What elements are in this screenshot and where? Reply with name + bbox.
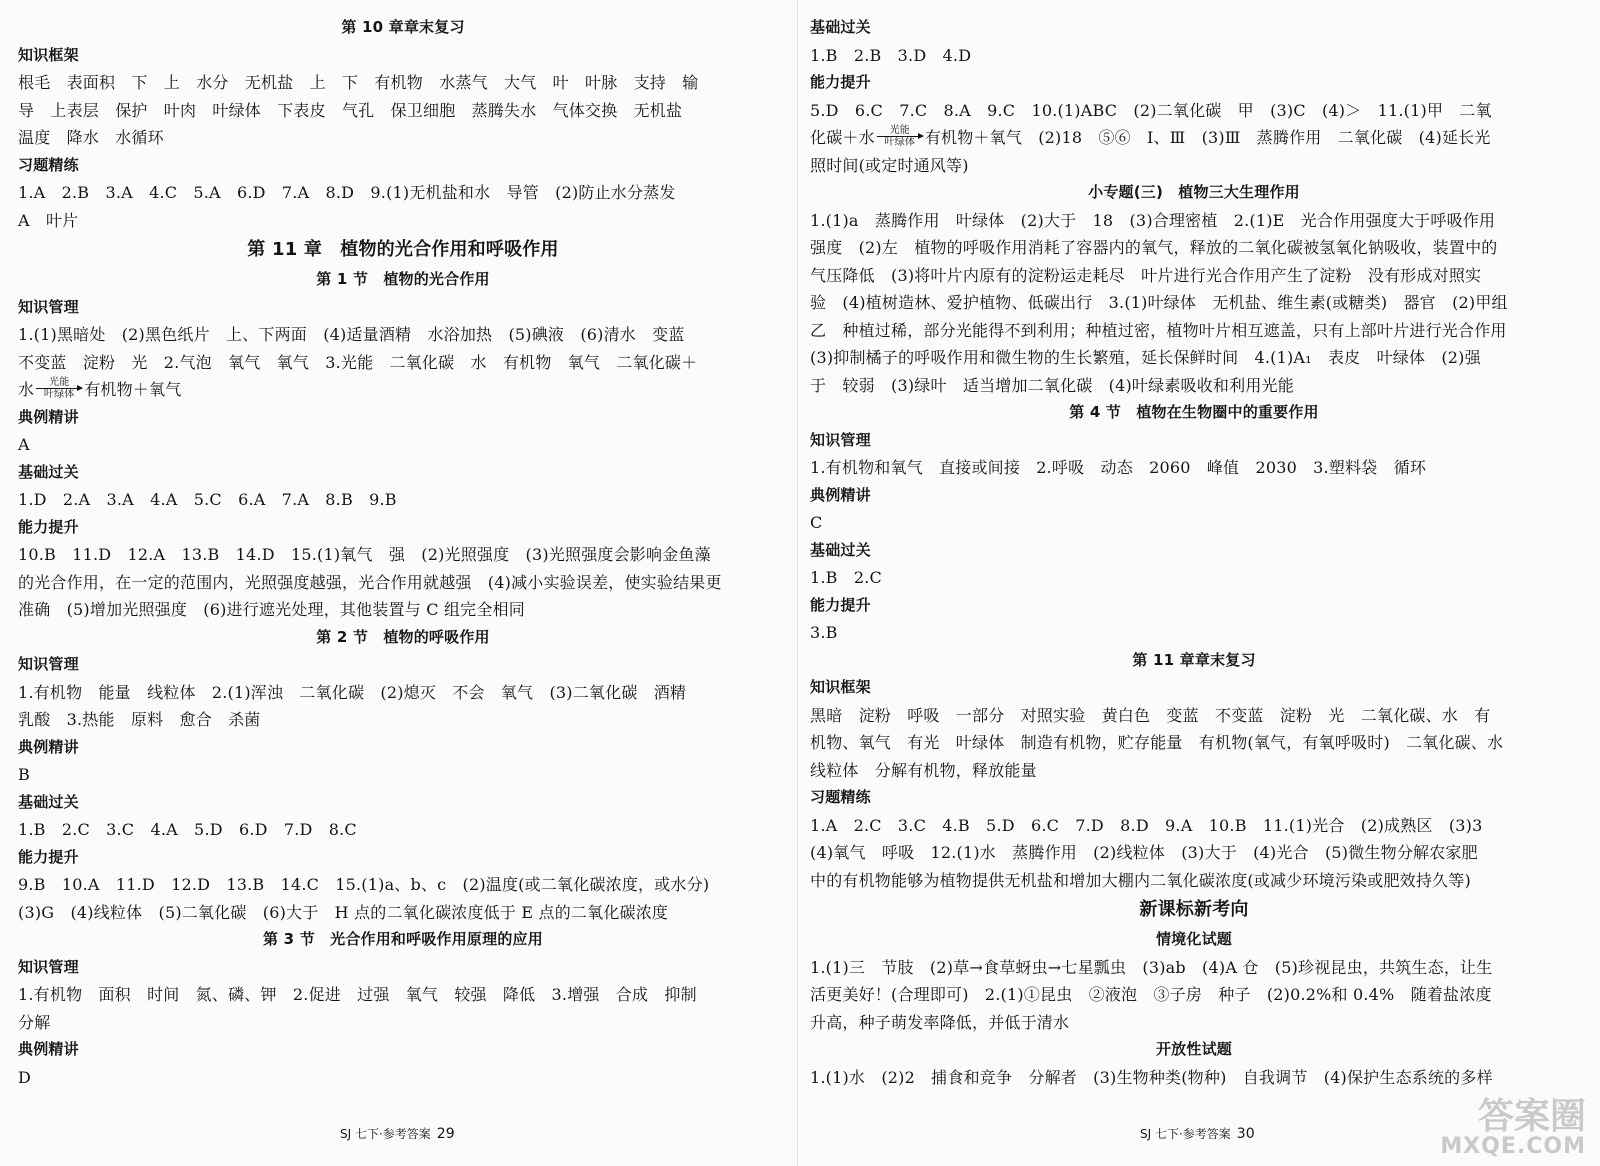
section-heading: 能力提升 xyxy=(810,595,871,614)
answer-line: 1.(1)黑暗处 (2)黑色纸片 上、下两面 (4)适量酒精 水浴加热 (5)碘液 (6)清水 变蓝 xyxy=(18,325,685,344)
section-heading: 能力提升 xyxy=(18,517,79,536)
answer-line: 1.B 2.B 3.D 4.D xyxy=(810,45,972,65)
equation-left: 化碳＋水 xyxy=(810,128,875,147)
section-heading: 习题精练 xyxy=(18,155,79,174)
footer-label: SJ 七下·参考答案 xyxy=(1140,1127,1231,1141)
answer-line: C xyxy=(810,513,823,532)
answer-line: (4)氧气 呼吸 12.(1)水 蒸腾作用 (2)线粒体 (3)大于 (4)光合 (5)微生物分解农家肥 xyxy=(810,843,1478,862)
answer-line: 黑暗 淀粉 呼吸 一部分 对照实验 黄白色 变蓝 不变蓝 淀粉 光 二氧化碳、水 有 xyxy=(810,705,1491,725)
equation-left: 水 xyxy=(18,380,35,399)
right-page-footer xyxy=(1140,1125,1255,1142)
section-heading: 基础过关 xyxy=(18,462,79,481)
answer-line: 1.(1)a 蒸腾作用 叶绿体 (2)大于 18 (3)合理密植 2.(1)E 光合作用强度大于呼吸作用 xyxy=(810,210,1496,230)
answer-line: 的光合作用，在一定的范围内，光照强度越强，光合作用就越强 (4)减小实验误差，使实验结果更 xyxy=(18,572,722,592)
answer-line: 10.B 11.D 12.A 13.B 14.D 15.(1)氧气 强 (2)光照强度 (3)光照强度会影响金鱼藻 xyxy=(18,545,711,564)
answer-line: (3)G (4)线粒体 (5)二氧化碳 (6)大于 H 点的二氧化碳浓度低于 E 点的二氧化碳浓度 xyxy=(18,902,669,922)
section-heading: 知识管理 xyxy=(810,430,871,449)
arrow-icon xyxy=(877,136,923,137)
answer-line: 1.D 2.A 3.A 4.A 5.C 6.A 7.A 8.B 9.B xyxy=(18,490,397,509)
answer-line: 1.A 2.C 3.C 4.B 5.D 6.C 7.D 8.D 9.A 10.B 11.(1)光合 (2)成熟区 (3)3 xyxy=(810,815,1483,835)
answer-line: 导 上表层 保护 叶肉 叶绿体 下表皮 气孔 保卫细胞 蒸腾失水 气体交换 无机盐 xyxy=(18,100,683,120)
answer-line: 照时间(或定时通风等) xyxy=(810,155,969,175)
answer-line: A 叶片 xyxy=(18,210,79,230)
answer-line: 活更美好！(合理即可) 2.(1)①昆虫 ②液泡 ③子房 种子 (2)0.2%和 0.4% 随着盐浓度 xyxy=(810,985,1492,1004)
answer-line: 1.有机物 面积 时间 氮、磷、钾 2.促进 过强 氧气 较强 降低 3.增强 合成 抑制 xyxy=(18,985,697,1004)
reaction-arrow xyxy=(877,125,923,148)
section-heading: 知识管理 xyxy=(18,297,79,316)
arrow-condition-top: 光能 xyxy=(49,377,70,388)
answer-line: 1.A 2.B 3.A 4.C 5.A 6.D 7.A 8.D 9.(1)无机盐和水 导管 (2)防止水分蒸发 xyxy=(18,183,676,202)
footer-label: SJ 七下·参考答案 xyxy=(340,1127,431,1141)
section-heading: 典例精讲 xyxy=(18,1040,79,1058)
section-heading: 基础过关 xyxy=(18,792,79,811)
section-heading: 知识管理 xyxy=(18,655,79,673)
chapter-title: 新课标新考向 xyxy=(1139,899,1249,920)
answer-line: 9.B 10.A 11.D 12.D 13.B 14.C 15.(1)a、b、c (2)温度(或二氧化碳浓度，或水分) xyxy=(18,875,710,894)
chapter-title: 情境化试题 xyxy=(1155,930,1232,948)
left-page-footer xyxy=(340,1125,455,1142)
section-heading: 典例精讲 xyxy=(18,407,79,426)
arrow-condition-bottom: 叶绿体 xyxy=(43,389,75,400)
chapter-title: 第 11 章 植物的光合作用和呼吸作用 xyxy=(247,239,559,260)
watermark-logo xyxy=(1440,1098,1586,1158)
answer-line: 1.(1)水 (2)2 捕食和竞争 分解者 (3)生物种类(物种) 自我调节 (4)保护生态系统的多样 xyxy=(810,1067,1493,1087)
page-number: 30 xyxy=(1236,1126,1255,1142)
answer-line: 气压降低 (3)将叶片内原有的淀粉运走耗尽 叶片进行光合作用产生了淀粉 没有形成对照实 xyxy=(810,265,1482,285)
page-gutter xyxy=(797,0,798,1166)
arrow-condition-top: 光能 xyxy=(889,125,911,136)
chapter-title: 第 2 节 植物的呼吸作用 xyxy=(316,627,490,646)
answer-line: 3.B xyxy=(810,623,838,642)
answer-line: 1.(1)三 节肢 (2)草→食草蚜虫→七星瓢虫 (3)ab (4)A 仓 (5)珍视昆虫，共筑生态，让生 xyxy=(810,957,1493,977)
arrow-icon xyxy=(36,388,82,389)
equation-right: 有机物＋氧气 (2)18 ⑤⑥ Ⅰ、Ⅲ (3)Ⅲ 蒸腾作用 二氧化碳 (4)延长光 xyxy=(924,128,1491,147)
section-heading: 知识框架 xyxy=(810,678,871,696)
section-heading: 基础过关 xyxy=(810,540,871,559)
section-heading: 能力提升 xyxy=(18,847,79,866)
watermark-bottom: MXQE.COM xyxy=(1440,1134,1586,1159)
answer-line: A xyxy=(18,435,30,454)
answer-line: 升高，种子萌发率降低，并低于清水 xyxy=(810,1012,1070,1032)
section-heading: 基础过关 xyxy=(810,18,871,36)
section-heading: 典例精讲 xyxy=(810,485,871,504)
answer-line: 于 较弱 (3)绿叶 适当增加二氧化碳 (4)叶绿素吸收和利用光能 xyxy=(810,375,1294,395)
answer-line: B xyxy=(18,765,30,784)
answer-line: 验 (4)植树造林、爱护植物、低碳出行 3.(1)叶绿体 无机盐、维生素(或糖类) 器官 (2)甲组 xyxy=(810,293,1508,312)
chapter-title: 小专题(三) 植物三大生理作用 xyxy=(1088,183,1300,201)
chapter-title: 第 3 节 光合作用和呼吸作用原理的应用 xyxy=(263,930,543,948)
section-heading: 能力提升 xyxy=(810,73,871,91)
answer-line: 分解 xyxy=(18,1012,51,1032)
answer-line: 线粒体 分解有机物，释放能量 xyxy=(810,760,1037,780)
equation-right: 有机物＋氧气 xyxy=(84,380,182,399)
section-heading: 典例精讲 xyxy=(18,737,79,756)
answer-line: (3)抑制橘子的呼吸作用和微生物的生长繁殖，延长保鲜时间 4.(1)A₁ 表皮 叶绿体 (2)强 xyxy=(810,348,1481,367)
answer-line: 中的有机物能够为植物提供无机盐和增加大棚内二氧化碳浓度(或减少环境污染或肥效持久等) xyxy=(810,870,1471,890)
answer-line: 乳酸 3.热能 原料 愈合 杀菌 xyxy=(18,710,261,729)
chapter-title: 第 11 章章末复习 xyxy=(1132,650,1256,669)
answer-line xyxy=(810,124,1578,152)
section-heading: 知识框架 xyxy=(18,45,79,64)
answer-line: 强度 (2)左 植物的呼吸作用消耗了容器内的氧气，释放的二氧化碳被氢氧化钠吸收，装置中的 xyxy=(810,238,1498,257)
answer-line: 1.有机物 能量 线粒体 2.(1)浑浊 二氧化碳 (2)熄灭 不会 氧气 (3)二氧化碳 酒精 xyxy=(18,682,687,702)
watermark-top: 答案圈 xyxy=(1477,1096,1586,1137)
reaction-arrow xyxy=(36,377,82,400)
arrow-condition-bottom: 叶绿体 xyxy=(884,137,916,148)
chapter-title: 第 4 节 植物在生物圈中的重要作用 xyxy=(1069,403,1319,421)
answer-line: 不变蓝 淀粉 光 2.气泡 氧气 氧气 3.光能 二氧化碳 水 有机物 氧气 二氧化碳＋ xyxy=(18,352,698,372)
answer-line: 1.B 2.C xyxy=(810,568,882,587)
answer-line xyxy=(18,376,788,404)
answer-line: 乙 种植过稀，部分光能得不到利用；种植过密，植物叶片相互遮盖，只有上部叶片进行光合作用 xyxy=(810,320,1507,340)
section-heading: 知识管理 xyxy=(18,957,79,976)
answer-line: 根毛 表面积 下 上 水分 无机盐 上 下 有机物 水蒸气 大气 叶 叶脉 支持 输 xyxy=(18,73,699,92)
chapter-title: 第 10 章章末复习 xyxy=(341,18,465,36)
section-heading: 习题精练 xyxy=(810,788,871,806)
answer-line: 1.有机物和氧气 直接或间接 2.呼吸 动态 2060 峰值 2030 3.塑料袋 循环 xyxy=(810,458,1427,477)
left-page xyxy=(18,14,788,1106)
answer-line: 机物、氧气 有光 叶绿体 制造有机物，贮存能量 有机物(氧气，有氧呼吸时) 二氧化碳、水 xyxy=(810,733,1504,752)
answer-line: 温度 降水 水循环 xyxy=(18,128,164,147)
answer-line: D xyxy=(18,1067,32,1087)
chapter-title: 开放性试题 xyxy=(1155,1040,1232,1058)
chapter-title: 第 1 节 植物的光合作用 xyxy=(316,270,490,288)
answer-line: 准确 (5)增加光照强度 (6)进行遮光处理，其他装置与 C 组完全相同 xyxy=(18,600,525,619)
answer-line: 1.B 2.C 3.C 4.A 5.D 6.D 7.D 8.C xyxy=(18,820,357,839)
right-page xyxy=(810,14,1578,1106)
page-number: 29 xyxy=(436,1126,455,1142)
answer-line: 5.D 6.C 7.C 8.A 9.C 10.(1)ABC (2)二氧化碳 甲 (3)C (4)＞ 11.(1)甲 二氧 xyxy=(810,100,1492,120)
